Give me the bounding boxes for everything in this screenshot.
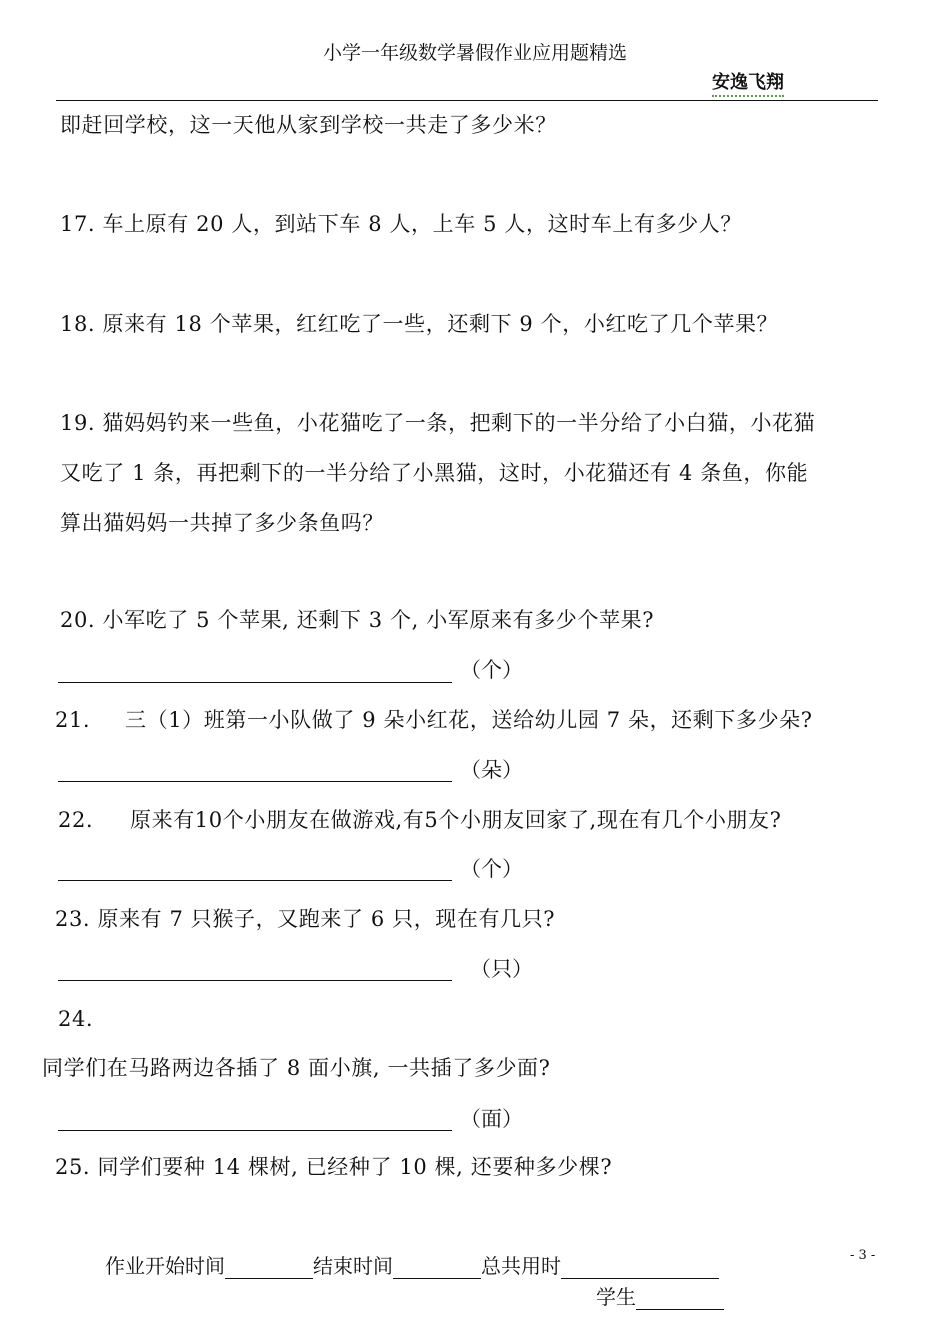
unit-20: （个）	[460, 658, 523, 682]
start-time-field[interactable]	[225, 1256, 313, 1279]
student-row	[596, 1281, 724, 1310]
answer-line-20[interactable]	[58, 682, 452, 683]
question-24-number: 24.	[58, 1007, 94, 1031]
question-21: 三（1）班第一小队做了 9 朵小红花，送给幼儿园 7 朵，还剩下多少朵?	[125, 708, 813, 732]
question-18: 18. 原来有 18 个苹果，红红吃了一些，还剩下 9 个，小红吃了几个苹果？	[60, 312, 779, 336]
total-time-field[interactable]	[561, 1256, 719, 1279]
question-21-number: 21.	[55, 708, 91, 732]
question-16-continuation: 即赶回学校，这一天他从家到学校一共走了多少米？	[60, 113, 557, 137]
author-name: 安逸飞翔	[712, 72, 784, 97]
unit-24: （面）	[460, 1107, 523, 1131]
end-time-label: 结束时间	[313, 1254, 393, 1278]
answer-line-24[interactable]	[58, 1130, 452, 1131]
question-25: 25. 同学们要种 14 棵树, 已经种了 10 棵, 还要种多少棵?	[55, 1155, 613, 1179]
document-title: 小学一年级数学暑假作业应用题精选	[322, 42, 627, 64]
header-rule	[56, 100, 878, 101]
question-19-line-3: 算出猫妈妈一共掉了多少条鱼吗？	[60, 511, 384, 535]
page-number: - 3 -	[850, 1248, 876, 1263]
answer-line-23[interactable]	[58, 980, 452, 981]
question-19-line-1: 19. 猫妈妈钓来一些鱼，小花猫吃了一条，把剩下的一半分给了小白猫，小花猫	[60, 411, 816, 435]
unit-23: （只）	[470, 957, 533, 981]
question-23: 23. 原来有 7 只猴子，又跑来了 6 只，现在有几只?	[55, 907, 556, 931]
student-label: 学生	[596, 1285, 636, 1309]
student-name-field[interactable]	[636, 1287, 724, 1310]
time-record-row	[105, 1250, 719, 1279]
unit-22: （个）	[460, 857, 523, 881]
start-time-label: 作业开始时间	[105, 1254, 225, 1278]
question-17: 17. 车上原有 20 人，到站下车 8 人，上车 5 人，这时车上有多少人？	[60, 212, 742, 236]
question-24: 同学们在马路两边各插了 8 面小旗, 一共插了多少面?	[42, 1056, 551, 1080]
question-19-line-2: 又吃了 1 条，再把剩下的一半分给了小黑猫，这时，小花猫还有 4 条鱼，你能	[60, 461, 809, 485]
question-22-number: 22.	[58, 808, 94, 832]
question-20: 20. 小军吃了 5 个苹果, 还剩下 3 个, 小军原来有多少个苹果?	[60, 608, 655, 632]
answer-line-21[interactable]	[58, 781, 452, 782]
question-19	[60, 398, 815, 548]
answer-line-22[interactable]	[58, 880, 452, 881]
question-22: 原来有10个小朋友在做游戏,有5个小朋友回家了,现在有几个小朋友?	[130, 808, 782, 832]
unit-21: （朵）	[460, 758, 523, 782]
end-time-field[interactable]	[393, 1256, 481, 1279]
total-time-label: 总共用时	[481, 1254, 561, 1278]
